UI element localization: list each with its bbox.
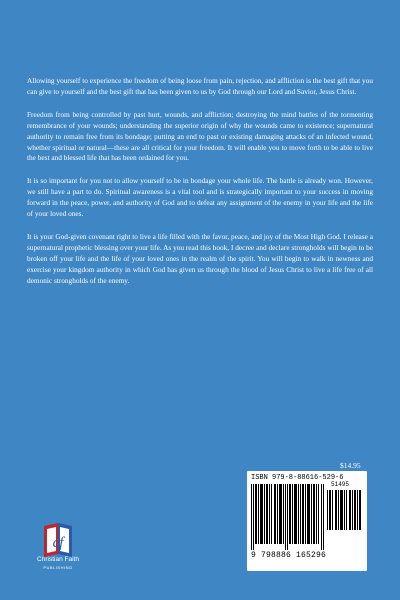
- main-barcode: [251, 484, 325, 550]
- paragraph-2: Freedom from being controlled by past hurt, wounds, and affliction; destroying the mind battles of the tormenting remembrance of your wounds; understanding the superior origin of why the wounds came to existence; supernatural authority to remain free from its bondage; putting an end to past or existing damaging attacks of an infected wound, whether spiritual or natural—these are all critical for your freedom. It will enable you to move forth to be able to live the best and blessed life that has been ordained for you.: [27, 109, 373, 163]
- publisher-subtitle: PUBLISHING: [43, 565, 73, 570]
- barcode-block: [247, 471, 367, 571]
- barcode-number: 9 798886 165296: [251, 551, 327, 560]
- price-label: $14.95: [340, 461, 361, 470]
- publisher-logo-icon: [30, 522, 86, 582]
- addon-number: 51495: [331, 481, 350, 488]
- addon-barcode: [327, 484, 361, 530]
- isbn-label: ISBN 979-8-88616-529-6: [251, 474, 344, 482]
- paragraph-3: It is so important for you not to allow yourself to be in bondage your whole life. The battle is already won. However, we still have a part to do. Spiritual awareness is a vital tool and is strategically important to your success in moving forward in the peace, power, and authority of God and to defeat any assignment of the enemy in your life and the life of your loved ones.: [27, 176, 373, 219]
- logo-letters: cf: [52, 535, 64, 551]
- paragraph-1: Allowing yourself to experience the freedom of being loose from pain, rejection, and affliction is the best gift that you can give to yourself and the best gift that has been given to us by God through our Lord and Savior, Jesus Christ.: [27, 76, 373, 96]
- publisher-name: Christian Faith: [37, 556, 79, 563]
- back-cover-text: [27, 76, 373, 299]
- paragraph-4: It is your God-given covenant right to live a life filled with the favor, peace, and joy of the Most High God. I release a supernatural prophetic blessing over your life. As you read this book, I decree and declare strongholds will begin to be broken off your life and the life of your loved ones in the realm of the spirit. You will begin to walk in newness and exercise your kingdom authority in which God has given us through the blood of Jesus Christ to live a life free of all demonic strongholds of the enemy.: [27, 231, 373, 285]
